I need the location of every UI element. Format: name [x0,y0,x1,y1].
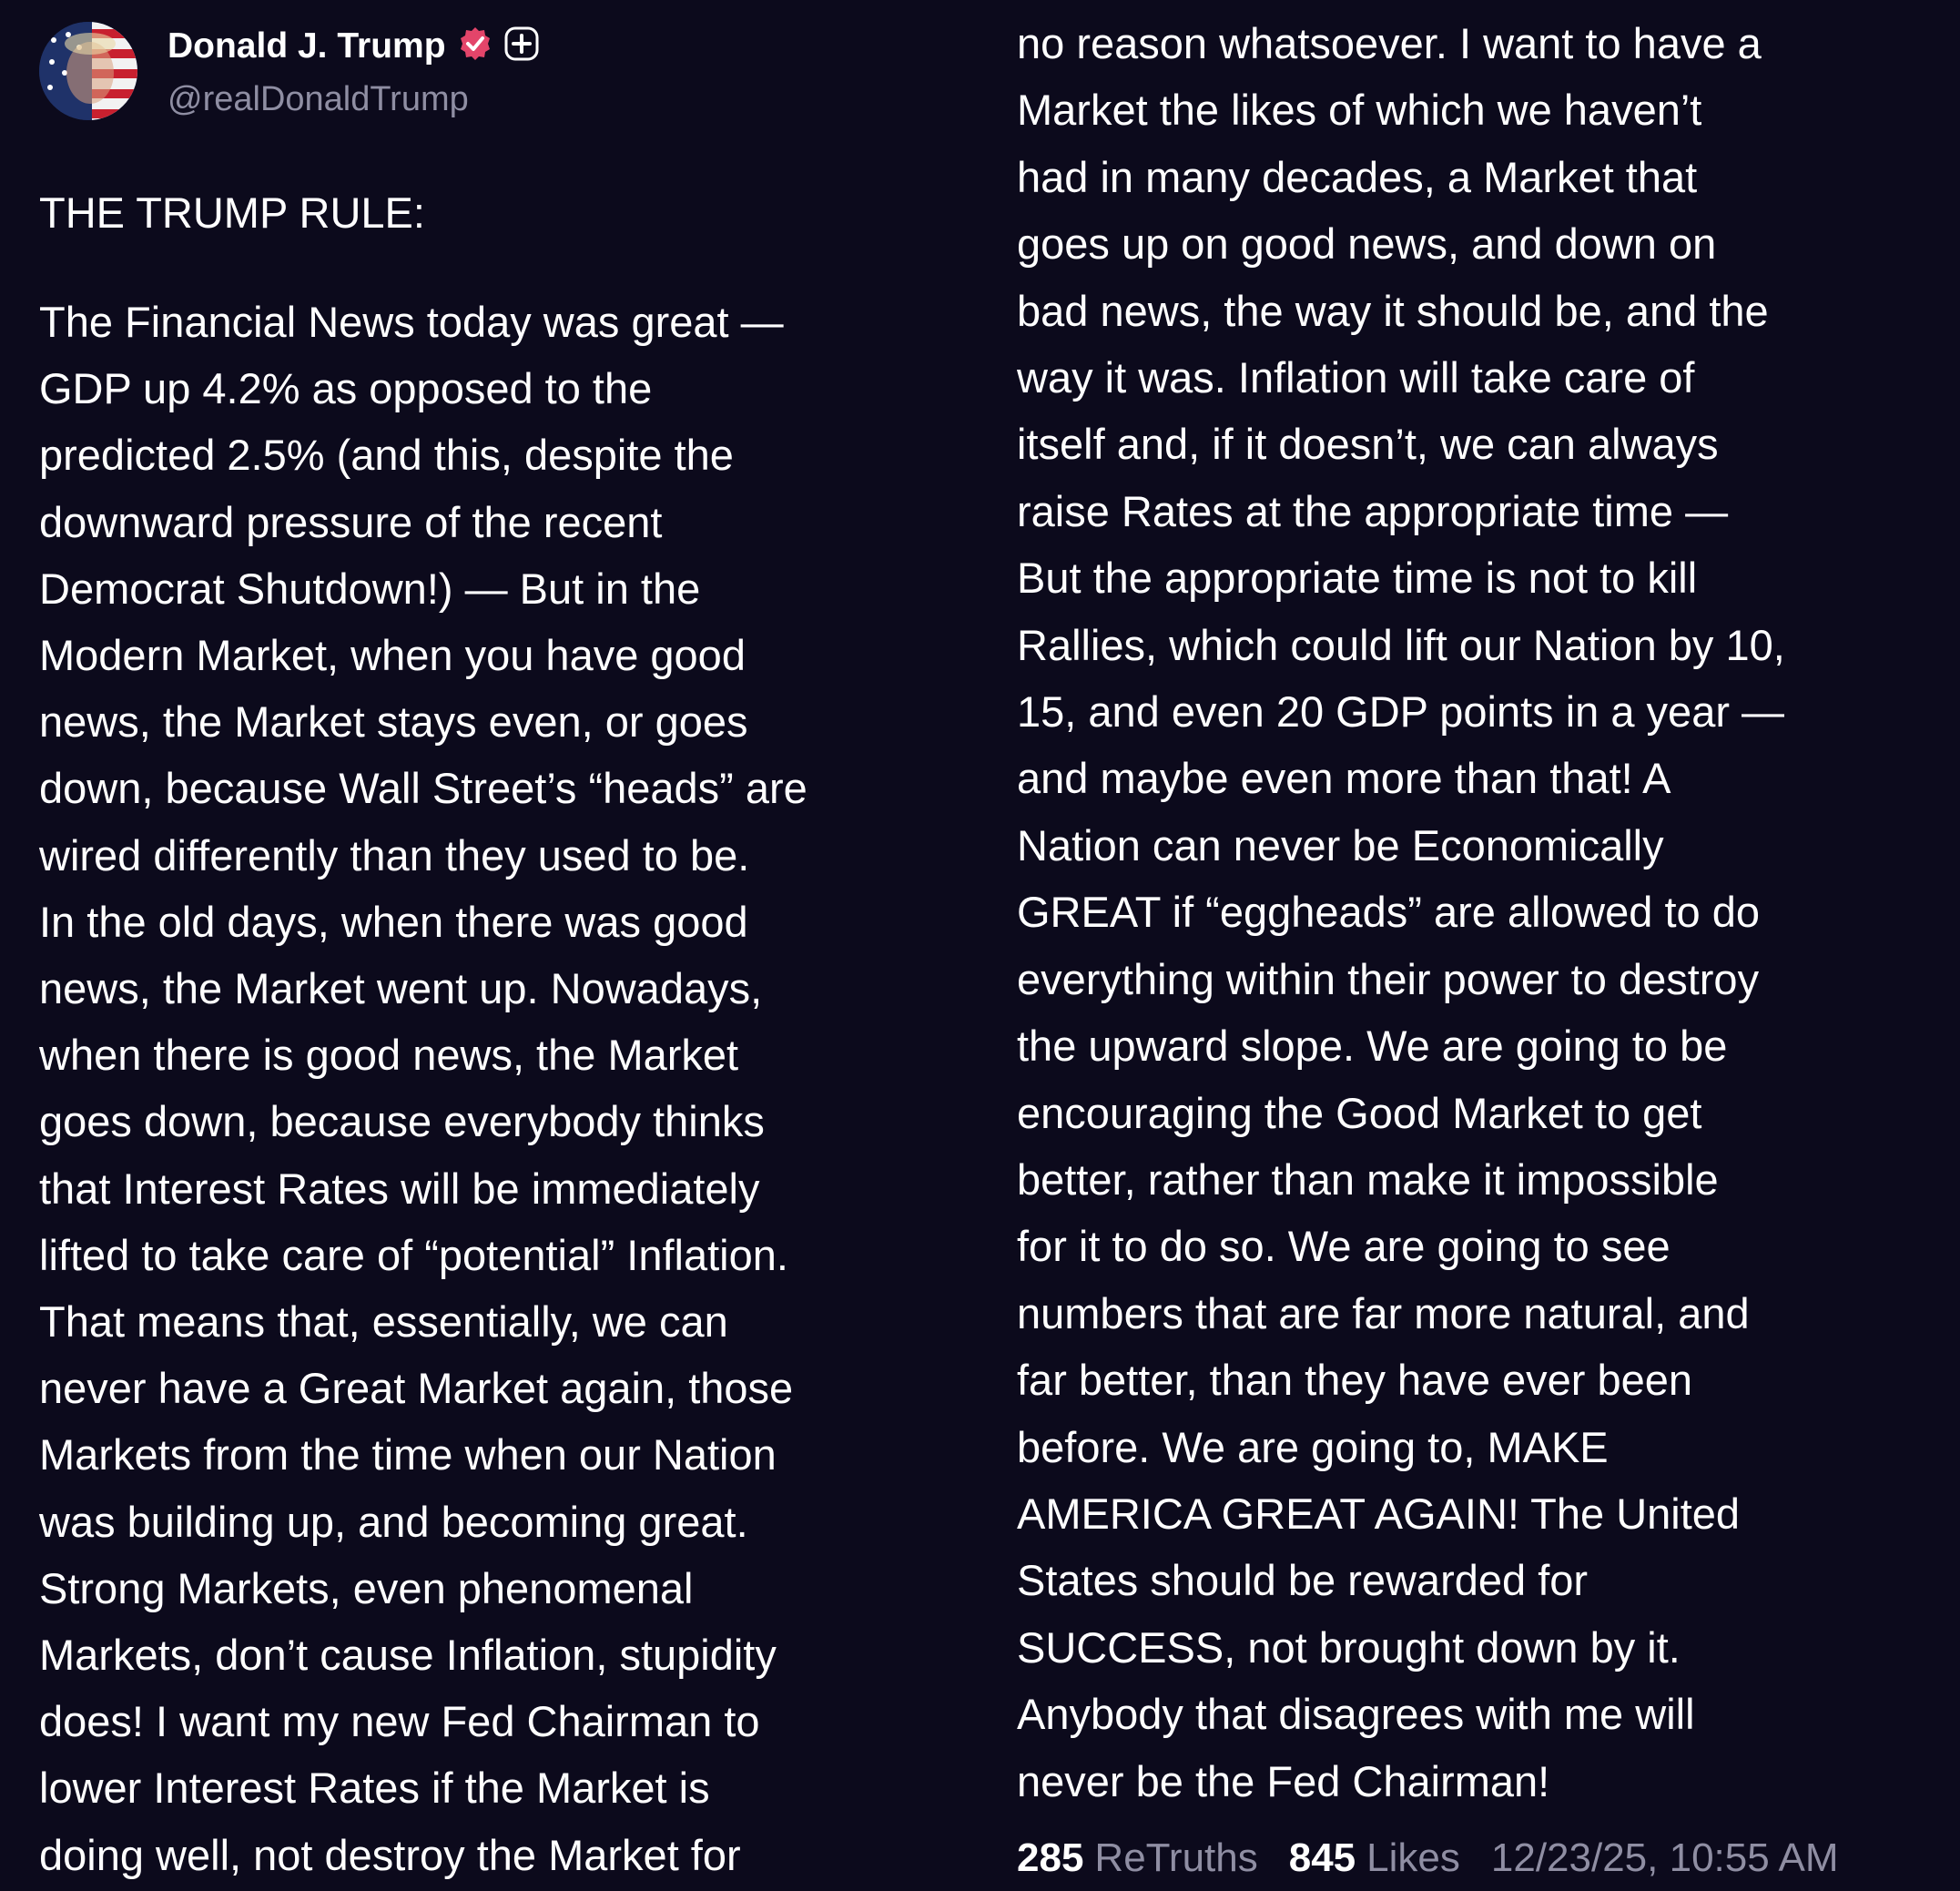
post-text-line: no reason whatsoever. I want to have a [1017,19,1762,67]
post-text-line: AMERICA GREAT AGAIN! The United [1017,1489,1741,1538]
post-text-line: predicted 2.5% (and this, despite the [39,431,734,480]
post-text-line: bad news, the way it should be, and the [1017,286,1769,335]
post-right-column [1017,0,1955,1891]
post-text-line: Markets from the time when our Nation [39,1430,777,1479]
post-text-line: goes down, because everybody thinks [39,1097,765,1146]
post-text-line: lifted to take care of “potential” Inflation. [39,1230,788,1279]
post-text-line: had in many decades, a Market that [1017,152,1698,201]
post-text-line: Rallies, which could lift our Nation by 10, [1017,620,1785,669]
retruths-count[interactable]: 285 [1017,1835,1084,1880]
author-name-row [168,25,539,66]
plus-icon[interactable] [504,26,539,66]
post-text-line: 15, and even 20 GDP points in a year — [1017,687,1785,737]
post-text-line: But the appropriate time is not to kill [1017,554,1698,603]
retruths-label[interactable]: ReTruths [1094,1835,1258,1880]
post-text-line: downward pressure of the recent [39,497,663,546]
clipped-previous-line [1017,0,1563,10]
author-display-name[interactable]: Donald J. Trump [168,25,446,66]
post-text-line: Democrat Shutdown!) — But in the [39,564,701,613]
post-text-line: Modern Market, when you have good [39,631,746,680]
likes-label[interactable]: Likes [1366,1835,1460,1880]
post-text-line: for it to do so. We are going to see [1017,1222,1671,1271]
post-text-line: encouraging the Good Market to get [1017,1088,1702,1137]
post-text-line: far better, than they have ever been [1017,1356,1693,1405]
avatar-image [39,22,137,120]
post-stats [1017,1835,1839,1881]
post-text-line: news, the Market went up. Nowadays, [39,964,763,1013]
post-timestamp[interactable]: 12/23/25, 10:55 AM [1490,1835,1839,1880]
post-text-line: GREAT if “eggheads” are allowed to do [1017,888,1760,937]
post-text-line: GDP up 4.2% as opposed to the [39,364,653,413]
post-text-line: better, rather than make it impossible [1017,1154,1719,1204]
post-text-line: doing well, not destroy the Market for [39,1830,741,1879]
post-text-line: Anybody that disagrees with me will [1017,1690,1695,1739]
post-text-line: raise Rates at the appropriate time — [1017,486,1729,535]
post-header [39,20,858,129]
post-text-line: SUCCESS, not brought down by it. [1017,1622,1681,1672]
verified-badge-icon [457,25,493,66]
post-text-line: wired differently than they used to be. [39,830,750,879]
post-text-line: lower Interest Rates if the Market is [39,1764,710,1813]
post-text-line: itself and, if it doesn’t, we can always [1017,420,1719,469]
post-text-line: that Interest Rates will be immediately [39,1164,760,1213]
post-text-line: and maybe even more than that! A [1017,754,1671,803]
post-text-line: the upward slope. We are going to be [1017,1022,1728,1071]
post-text-line: before. We are going to, MAKE [1017,1422,1609,1471]
post-text-line: Strong Markets, even phenomenal [39,1563,694,1612]
post-text-line: Nation can never be Economically [1017,820,1664,869]
avatar[interactable] [39,22,137,120]
post-text-line: was building up, and becoming great. [39,1497,748,1546]
post-text-line: numbers that are far more natural, and [1017,1288,1750,1337]
post-text-line: The Financial News today was great — [39,298,784,346]
post-text-line: never be the Fed Chairman! [1017,1756,1550,1805]
post-text-line: Market the likes of which we haven’t [1017,86,1702,135]
post-body-left [39,289,807,1888]
post-text-line: when there is good news, the Market [39,1031,739,1080]
post-text-line: goes up on good news, and down on [1017,219,1717,269]
post-text-line: In the old days, when there was good [39,897,748,946]
post-text-line: does! I want my new Fed Chairman to [39,1697,760,1746]
post-text-line: way it was. Inflation will take care of [1017,353,1695,402]
likes-count[interactable]: 845 [1288,1835,1356,1880]
post-text-line: down, because Wall Street’s “heads” are [39,764,807,813]
post-text-line: everything within their power to destroy [1017,954,1760,1003]
post-text-line: States should be rewarded for [1017,1556,1589,1605]
post-text-line: news, the Market stays even, or goes [39,697,748,747]
author-handle[interactable]: @realDonaldTrump [168,80,469,118]
post-text-line: That means that, essentially, we can [39,1297,728,1347]
post-left-column [39,0,950,1891]
post-text-line: never have a Great Market again, those [39,1364,794,1413]
post-text-line: Markets, don’t cause Inflation, stupidity [39,1631,777,1680]
post-body-right [1017,10,1785,1815]
post-title: THE TRUMP RULE: [39,188,425,237]
